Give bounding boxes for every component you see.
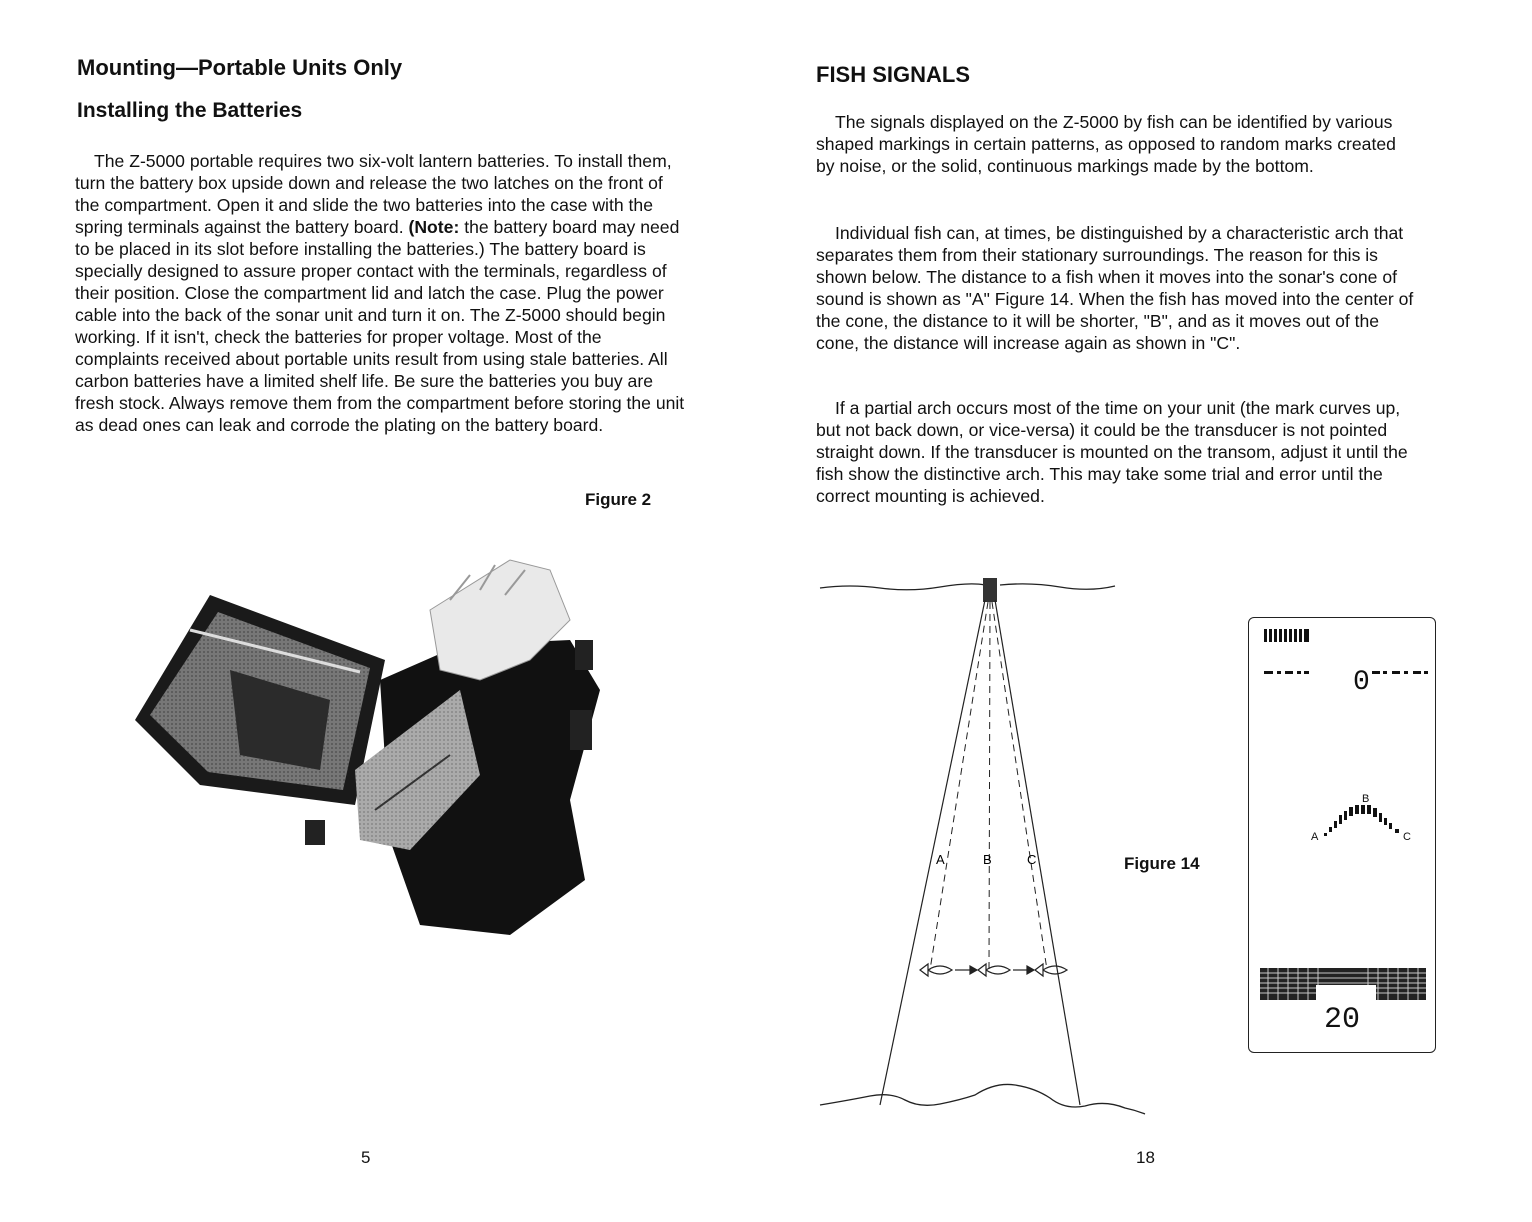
page-number-right: 18 xyxy=(1136,1148,1155,1167)
signal-strength-bar xyxy=(1264,629,1309,642)
heading-fish-signals: FISH SIGNALS xyxy=(816,62,971,87)
lcd-label-c: C xyxy=(1403,831,1411,843)
heading-installing-batteries: Installing the Batteries xyxy=(77,99,303,122)
diagram-label-a: A xyxy=(936,852,945,867)
path-a xyxy=(930,602,988,970)
note-label: (Note: xyxy=(408,217,460,237)
battery-instructions-part1: The Z-5000 portable requires two six-volt lantern batteries. To install them, turn the battery box upside down and release the two latches on the front of the compartment. Open it and slide the two batteries into the case with the spring terminals against the battery board. xyxy=(75,151,672,237)
lcd-upper-digit: 0 xyxy=(1353,667,1370,698)
fish-signals-paragraph-2: Individual fish can, at times, be distinguished by a characteristic arch that separates them from their stationary surroundings. The reason for this is shown below. The distance to a fish when it moves into the sonar's cone of sound is shown as "A" Figure 14. When the fish has moved into the center of the cone, the distance to it will be shorter, "B", and as it moves out of the cone, the distance will increase again as shown in "C". xyxy=(816,223,1414,353)
fish-icons xyxy=(920,964,1067,976)
fish-signals-paragraph-3: If a partial arch occurs most of the time on your unit (the mark curves up, but not back down, or vice-versa) it could be the transducer is not pointed straight down. If the transducer is mounted on the transom, adjust it until the fish show the distinctive arch. This may take some trial and error until the correct mounting is achieved. xyxy=(816,398,1408,506)
path-c xyxy=(992,602,1047,970)
figure-14-caption: Figure 14 xyxy=(1124,854,1200,873)
battery-instructions xyxy=(75,150,690,436)
battery-box-photo xyxy=(130,550,610,940)
fish-signals-paragraph-1: The signals displayed on the Z-5000 by fish can be identified by various shaped markings in certain patterns, as opposed to random marks created by noise, or the solid, continuous markings made by the bottom. xyxy=(816,112,1396,176)
lcd-label-a: A xyxy=(1311,831,1319,843)
transducer-icon xyxy=(983,578,997,602)
bottom-band xyxy=(1260,968,1426,1001)
lcd-depth-reading: 20 xyxy=(1324,1003,1361,1037)
arrow-icons xyxy=(955,966,1034,974)
water-surface xyxy=(820,584,985,590)
lake-bottom xyxy=(820,1084,1145,1114)
diagram-label-c: C xyxy=(1027,852,1037,867)
page-number-left: 5 xyxy=(361,1148,371,1167)
fish-arch xyxy=(1324,805,1399,836)
sonar-cone-diagram xyxy=(810,570,1150,1115)
path-b xyxy=(989,602,990,970)
figure-2-caption: Figure 2 xyxy=(585,490,652,509)
battery-instructions-part2: the battery board may need to be placed in its slot before installing the batteries.) The battery board is specially designed to assure proper contact with the terminals, regardless of their position. Close the compartment lid and latch the case. Plug the power cable into the back of the sonar unit and turn it on. The Z-5000 should begin working. If it isn't, check the batteries for proper voltage. Most of the complaints received about portable units result from using stale batteries. All carbon batteries have a limited shelf life. Be sure the batteries you buy are fresh stock. Always remove them from the compartment before storing the unit as dead ones can leak and corrode the plating on the battery board. xyxy=(75,217,685,435)
right-page xyxy=(766,0,1532,1222)
diagram-label-b: B xyxy=(983,852,992,867)
lcd-display xyxy=(1248,617,1438,1055)
lcd-label-b: B xyxy=(1362,793,1370,805)
heading-mounting: Mounting—Portable Units Only xyxy=(77,55,403,80)
